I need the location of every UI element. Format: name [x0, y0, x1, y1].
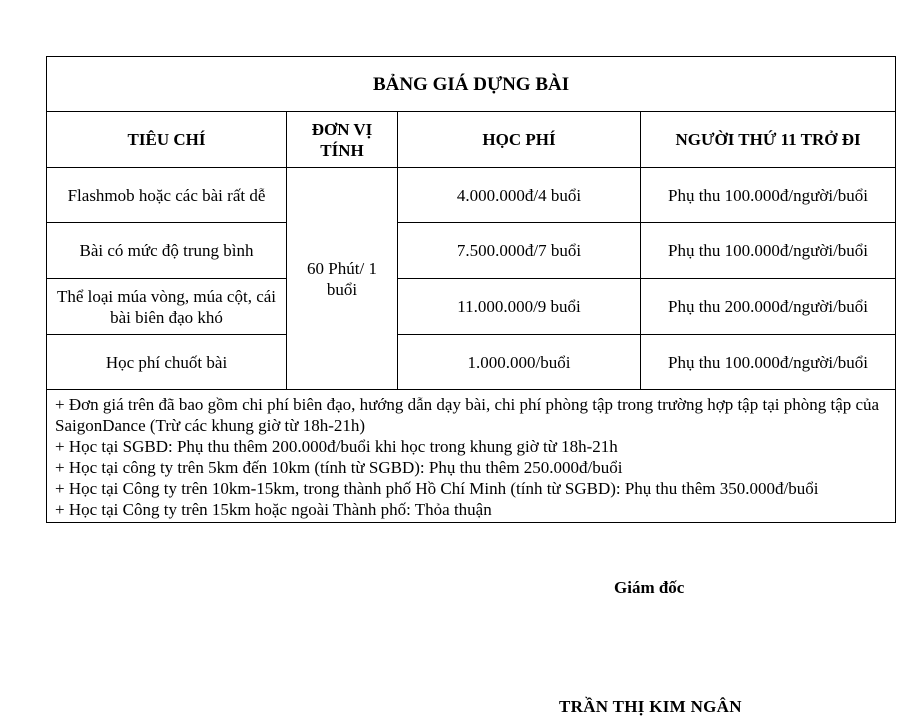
table-row — [47, 168, 896, 223]
table-row — [47, 335, 896, 390]
row-fee: 11.000.000/9 buổi — [398, 279, 641, 335]
row-extra: Phụ thu 100.000đ/người/buổi — [641, 335, 896, 390]
row-extra: Phụ thu 200.000đ/người/buổi — [641, 279, 896, 335]
note-line: + Đơn giá trên đã bao gồm chi phí biên đạo, hướng dẫn dạy bài, chi phí phòng tập trong trường hợp tập tại phòng tập của SaigonDance (Trừ các khung giờ từ 18h-21h) — [55, 395, 880, 435]
table-title: BẢNG GIÁ DỰNG BÀI — [47, 57, 896, 112]
notes-cell — [47, 390, 896, 523]
unit-cell: 60 Phút/ 1 buổi — [287, 168, 398, 390]
signature-name: TRẦN THỊ KIM NGÂN — [559, 697, 742, 716]
header-criteria: TIÊU CHÍ — [47, 112, 287, 168]
note-line: + Học tại công ty trên 5km đến 10km (tính từ SGBD): Phụ thu thêm 250.000đ/buổi — [55, 458, 623, 477]
header-extra: NGƯỜI THỨ 11 TRỞ ĐI — [641, 112, 896, 168]
row-fee: 1.000.000/buổi — [398, 335, 641, 390]
header-unit: ĐƠN VỊ TÍNH — [287, 112, 398, 168]
row-criteria: Bài có mức độ trung bình — [47, 223, 287, 279]
signature-role: Giám đốc — [614, 578, 685, 597]
row-fee: 7.500.000đ/7 buổi — [398, 223, 641, 279]
row-criteria: Flashmob hoặc các bài rất dễ — [47, 168, 287, 223]
row-fee: 4.000.000đ/4 buổi — [398, 168, 641, 223]
price-table — [46, 56, 896, 523]
row-criteria: Học phí chuốt bài — [47, 335, 287, 390]
table-row — [47, 279, 896, 335]
row-extra: Phụ thu 100.000đ/người/buổi — [641, 223, 896, 279]
row-extra: Phụ thu 100.000đ/người/buổi — [641, 168, 896, 223]
note-line: + Học tại Công ty trên 10km-15km, trong thành phố Hồ Chí Minh (tính từ SGBD): Phụ thu thêm 350.000đ/buổi — [55, 479, 819, 498]
note-line: + Học tại SGBD: Phụ thu thêm 200.000đ/buổi khi học trong khung giờ từ 18h-21h — [55, 437, 618, 456]
row-criteria: Thể loại múa vòng, múa cột, cái bài biên đạo khó — [47, 279, 287, 335]
note-line: + Học tại Công ty trên 15km hoặc ngoài Thành phố: Thỏa thuận — [55, 500, 492, 519]
table-row — [47, 223, 896, 279]
header-fee: HỌC PHÍ — [398, 112, 641, 168]
